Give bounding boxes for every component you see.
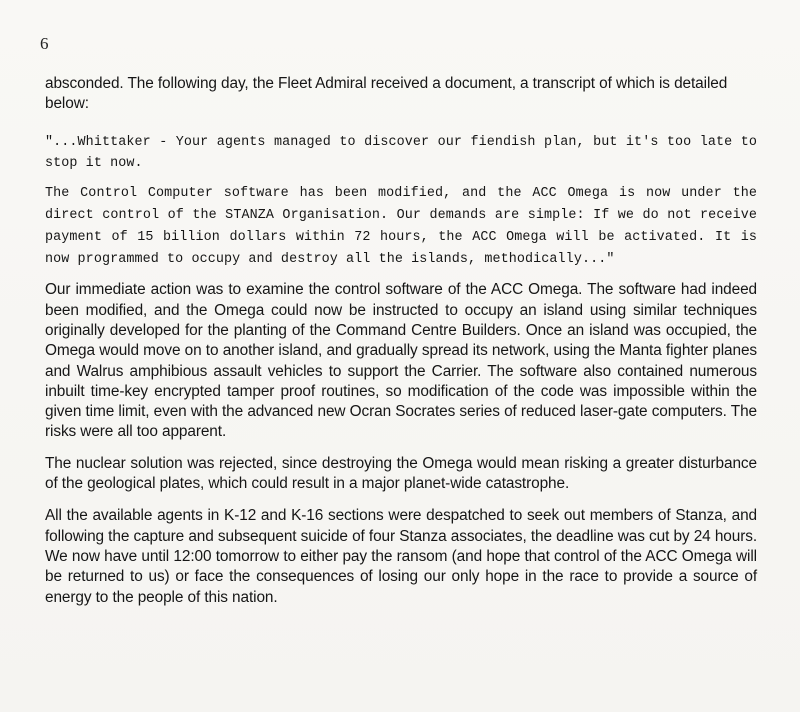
nuclear-solution-paragraph: The nuclear solution was rejected, since destroying the Omega would mean risking a greater disturbance of the geological plates, which could result in a major planet-wide catastrophe. — [45, 454, 757, 493]
action-paragraph: Our immediate action was to examine the control software of the ACC Omega. The software had indeed been modified, and the Omega could now be instructed to occupy an island using similar techniques originally developed for the planting of the Command Centre Builders. Once an island was occupied, the Omega would move on to another island, and gradually spread its network, using the Manta fighter planes and Walrus amphibious assault vehicles to support the Carrier. The software also contained numerous inbuilt time-key encrypted tamper proof routines, so modification of the code was impossible within the given time limit, even with the advanced new Ocran Socrates series of reduced laser-gate computers. The risks were all too apparent. — [45, 281, 757, 441]
page-body — [45, 74, 757, 608]
page-number: 6 — [40, 34, 49, 53]
agents-deadline-paragraph: All the available agents in K-12 and K-16 sections were despatched to seek out members of Stanza, and following the capture and subsequent suicide of four Stanza associates, the deadline was cut by 24 hours. We now have until 12:00 tomorrow to either pay the ransom (and hope that control of the ACC Omega will be returned to us) or face the consequences of losing our only hope in the race to provide a source of energy to the people of this nation. — [45, 507, 757, 606]
transcript-quote-part-1: "...Whittaker - Your agents managed to discover our fiendish plan, but it's too late to stop it now. — [45, 134, 757, 172]
intro-paragraph: absconded. The following day, the Fleet Admiral received a document, a transcript of which is detailed below: — [45, 75, 728, 113]
transcript-quote-part-2: The Control Computer software has been modified, and the ACC Omega is now under the direct control of the STANZA Organisation. Our demands are simple: If we do not receive payment of 15 billion dollars within 72 hours, the ACC Omega will be activated. It is now programmed to occupy and destroy all the islands, methodically..." — [45, 186, 757, 267]
